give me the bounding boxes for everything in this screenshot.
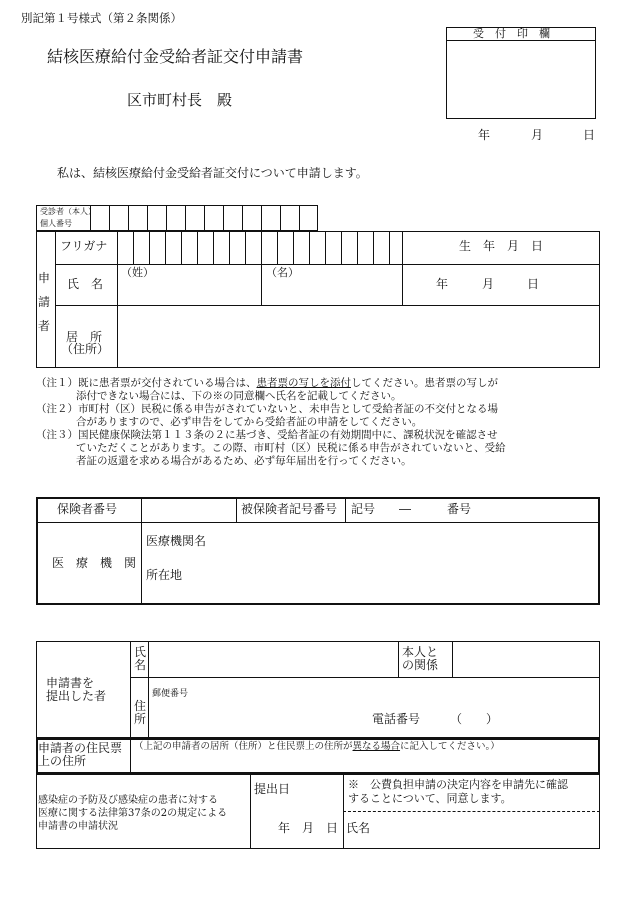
phone-number-label: 電話番号 （ ） <box>372 712 499 726</box>
pn-cells-divider <box>109 205 110 231</box>
birth-day-label: 日 <box>527 277 540 291</box>
note-1-underlined: 患者票の写しを添付 <box>256 377 351 389</box>
law-label-1: 感染症の予防及び感染症の患者に対する <box>38 795 218 806</box>
notes-block <box>36 377 506 468</box>
furi-cells-divider <box>133 231 134 264</box>
consent-name-label: 氏名 <box>346 821 371 835</box>
insured-number-label: 被保険者記号番号 <box>241 502 338 516</box>
furi-cells-divider <box>213 231 214 264</box>
furi-cells-divider <box>309 231 310 264</box>
given-name-label: （名） <box>266 266 299 279</box>
form-number: 別記第１号様式（第２条関係） <box>21 11 182 25</box>
furi-cells-divider <box>181 231 182 264</box>
institution-name-label: 医療機関名 <box>146 534 207 548</box>
submitter-label-2: 提出した者 <box>46 689 107 703</box>
institution-location-label: 所在地 <box>146 568 183 582</box>
note-3-line-2: ていただくことがあります。この際、市町村（区）民税に係る申告がされていないと、受給 <box>76 442 506 454</box>
name-label: 氏 名 <box>67 277 104 291</box>
consent-line-2: することについて、同意します。 <box>348 792 512 805</box>
pn-cells-divider <box>223 205 224 231</box>
note-1-line-2: 添付できない場合には、下の※の同意欄へ氏名を記載してください。 <box>76 390 402 402</box>
furi-cells-divider <box>325 231 326 264</box>
applicant-side-label: 申請者 <box>38 271 51 333</box>
pn-cells-divider <box>299 205 300 231</box>
note-3-line-1: （注３）国民健康保険法第１１３条の２に基づき、受給者証の有効期間中に、課税状況を確認させ <box>36 429 498 441</box>
pn-cells-divider <box>147 205 148 231</box>
note-1-prefix: （注１）既に患者票が交付されている場合は、 <box>36 377 257 389</box>
pn-cells-divider <box>166 205 167 231</box>
furi-cells-divider <box>261 231 262 264</box>
furi-cells-divider <box>293 231 294 264</box>
furigana-label: フリガナ <box>60 239 108 253</box>
law-label-3: 申請書の申請状況 <box>38 821 118 832</box>
birth-year-label: 年 <box>436 277 449 291</box>
law-label-2: 医療に関する法律第37条の2の規定による <box>38 808 228 819</box>
submitter-address-label-2: 所 <box>134 712 147 726</box>
receipt-stamp-label: 受 付 印 欄 <box>473 27 550 40</box>
submit-date-label: 提出日 <box>254 782 291 796</box>
intro-text: 私は、結核医療給付金受給者証交付について申請します。 <box>57 166 368 180</box>
furi-cells-divider <box>197 231 198 264</box>
resident-address-label-1: 申請者の住民票 <box>38 741 123 755</box>
furi-cells-divider <box>341 231 342 264</box>
furi-cells-divider <box>229 231 230 264</box>
personal-number-label-1: 受診者（本人） <box>40 207 96 216</box>
furi-cells-divider <box>389 231 390 264</box>
medical-institution-label: 医 療 機 関 <box>52 556 137 570</box>
furi-cells-divider <box>245 231 246 264</box>
consent-line-1: ※ 公費負担申請の決定内容を申請先に確認 <box>348 778 568 791</box>
symbol-number-label: 記号 ― 番号 <box>351 502 472 516</box>
postal-code-label: 郵便番号 <box>152 689 189 699</box>
pn-cells-divider <box>261 205 262 231</box>
submitter-table <box>36 641 600 738</box>
personal-number-label-2: 個人番号 <box>40 219 72 228</box>
submitter-address-label-1: 住 <box>134 699 147 713</box>
furi-cells-divider <box>277 231 278 264</box>
furi-cells-divider <box>149 231 150 264</box>
submitter-label-1: 申請書を <box>46 676 95 690</box>
residence-label-sub: （住所） <box>61 342 110 356</box>
date-day-label: 日 <box>583 128 596 142</box>
addressee: 区市町村長 殿 <box>127 91 233 109</box>
residence-label: 居 所 <box>66 330 103 344</box>
furi-cells-divider <box>165 231 166 264</box>
resident-address-note: （上記の申請者の居所（住所）と住民票上の住所が異なる場合に記入してください。） <box>134 741 500 752</box>
resident-address-label-2: 上の住所 <box>38 754 87 768</box>
date-month-label: 月 <box>531 128 544 142</box>
date-year-label: 年 <box>478 128 491 142</box>
pn-cells-divider <box>185 205 186 231</box>
form-title: 結核医療給付金受給者証交付申請書 <box>47 47 304 66</box>
submitter-name-label-1: 氏 <box>134 645 147 659</box>
note-1-suffix: してください。患者票の写しが <box>351 377 498 389</box>
pn-cells-divider <box>280 205 281 231</box>
submitter-name-label-2: 名 <box>134 658 147 672</box>
furi-cells-divider <box>357 231 358 264</box>
pn-cells-divider <box>204 205 205 231</box>
relation-label-2: の関係 <box>402 658 439 672</box>
birth-month-label: 月 <box>482 277 495 291</box>
relation-label-1: 本人と <box>402 645 439 659</box>
pn-cells-divider <box>242 205 243 231</box>
birthdate-label: 生 年 月 日 <box>459 239 544 253</box>
note-2-line-1: （注２）市町村（区）民税に係る申告がされていないと、未申告として受給者証の不交付となる場 <box>36 403 498 415</box>
note-3-line-3: 者証の返還を求める場合があるため、必ず毎年届出を行ってください。 <box>76 455 412 467</box>
surname-label: （姓） <box>121 266 154 279</box>
submit-date-ymd: 年 月 日 <box>278 821 339 835</box>
pn-cells-divider <box>128 205 129 231</box>
note-2-line-2: 合がありますので、必ず申告をしてから受給者証の申請をしてください。 <box>76 416 423 428</box>
furi-cells-divider <box>373 231 374 264</box>
insurer-number-label: 保険者番号 <box>57 502 118 516</box>
